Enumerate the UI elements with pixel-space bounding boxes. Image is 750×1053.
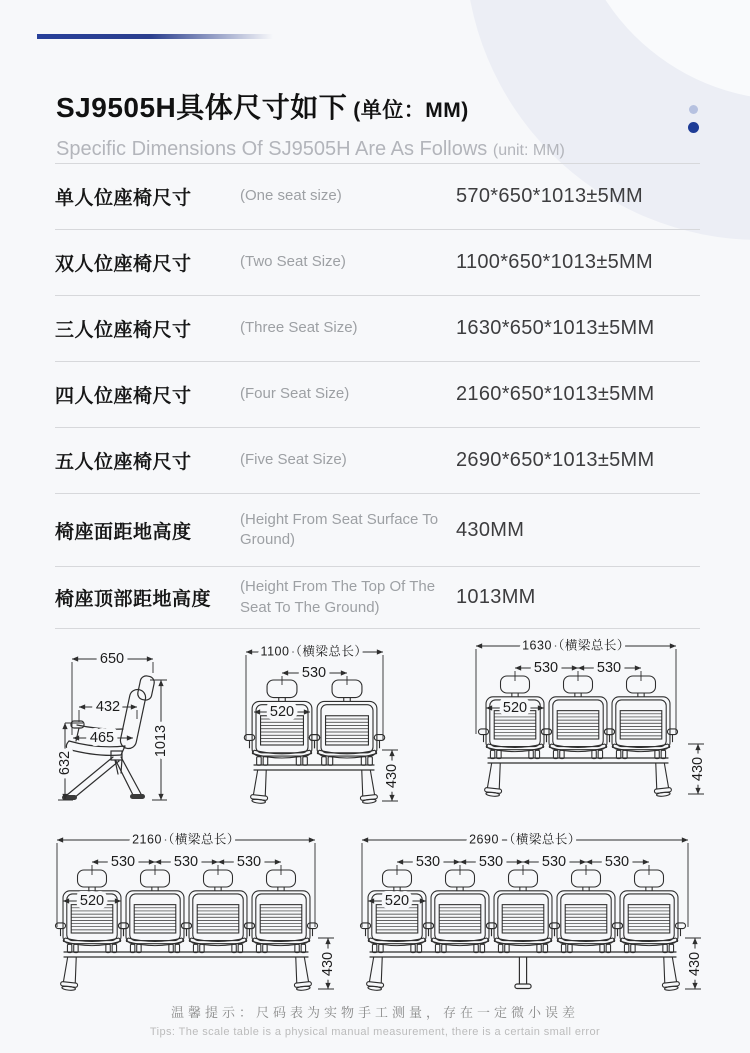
dim-label-seat-pitch: 530 xyxy=(478,853,504,870)
spec-value: 1100*650*1013±5MM xyxy=(456,251,653,273)
dimension-table xyxy=(55,163,700,629)
spec-label-zh: 四人位座椅尺寸 xyxy=(55,386,192,407)
spec-value: 570*650*1013±5MM xyxy=(456,185,644,207)
accent-line xyxy=(37,34,273,39)
spec-label-en: (Height From The Top Of The Seat To The Ground) xyxy=(240,578,436,616)
diagram-side-view xyxy=(55,645,190,817)
dimension-lines xyxy=(57,651,169,800)
table-row xyxy=(55,230,700,296)
spec-label-en: (Four Seat Size) xyxy=(240,385,350,403)
spec-label-zh: 双人位座椅尺寸 xyxy=(55,254,192,275)
spec-label-zh: 单人位座椅尺寸 xyxy=(55,188,192,209)
dimension-lines xyxy=(362,831,703,989)
spec-label-en: (Height From Seat Surface To Ground) xyxy=(240,510,439,548)
spec-label-en: (Three Seat Size) xyxy=(240,319,358,337)
diagram-three-seat xyxy=(450,634,730,806)
page-subtitle-unit: (unit: MM) xyxy=(492,142,565,159)
dim-label-seat-pitch: 530 xyxy=(533,659,559,676)
dim-label-beam-length: 2160（横梁总长） xyxy=(132,832,240,847)
dim-label-back-width: 520 xyxy=(384,892,410,909)
spec-value: 1630*650*1013±5MM xyxy=(456,317,655,339)
table-row xyxy=(55,494,700,567)
tip-text-en: Tips: The scale table is a physical manual measurement, there is a certain small error xyxy=(149,1026,601,1038)
spec-value: 2160*650*1013±5MM xyxy=(456,383,655,405)
dim-label-back-width: 520 xyxy=(79,892,105,909)
dim-label-seat-pitch: 530 xyxy=(541,853,567,870)
table-row xyxy=(55,567,700,629)
deco-dot-dark xyxy=(688,122,699,133)
bench-drawing xyxy=(478,676,677,797)
dim-label-seat-height: 430 xyxy=(319,951,336,977)
table-row xyxy=(55,164,700,230)
header xyxy=(56,86,565,161)
page-title xyxy=(56,86,565,126)
dim-label-overall-height: 1013 xyxy=(152,724,169,758)
dimension-lines xyxy=(57,831,336,989)
page-title-zh: SJ9505H具体尺寸如下 xyxy=(56,92,348,123)
spec-label-en: (Two Seat Size) xyxy=(240,253,346,271)
deco-dot-light xyxy=(689,105,698,114)
dim-label-seat-pitch: 530 xyxy=(236,853,262,870)
spec-label-zh: 椅座顶部距地高度 xyxy=(55,589,212,610)
dim-label-back-width: 520 xyxy=(502,699,528,716)
table-row xyxy=(55,362,700,428)
spec-label-zh: 五人位座椅尺寸 xyxy=(55,452,192,473)
bench-drawing xyxy=(360,870,685,991)
spec-value: 430MM xyxy=(456,518,525,541)
dim-label-seat-pitch: 530 xyxy=(110,853,136,870)
diagram-two-seat xyxy=(240,640,410,810)
dim-label-seat-depth: 465 xyxy=(89,729,115,746)
spec-value: 1013MM xyxy=(456,586,536,608)
page-title-unit: (单位：MM) xyxy=(353,99,469,122)
table-row xyxy=(55,428,700,494)
tip-text-zh: 温馨提示：尺码表为实物手工测量，存在一定微小误差 xyxy=(170,1005,579,1020)
dim-label-beam-length: 1630（横梁总长） xyxy=(522,638,630,653)
diagram-four-seat xyxy=(40,832,340,1000)
dimension-lines xyxy=(476,637,706,794)
dim-label-overall-depth: 650 xyxy=(99,650,125,667)
bench-drawing xyxy=(55,870,317,991)
dim-label-beam-length: 1100（横梁总长） xyxy=(260,644,368,659)
dim-label-seat-front-height: 632 xyxy=(56,750,73,776)
dim-label-seat-height: 430 xyxy=(686,951,703,977)
dim-label-back-width: 432 xyxy=(95,698,121,715)
table-row xyxy=(55,296,700,362)
footer-note xyxy=(0,1002,750,1038)
dim-label-seat-pitch: 530 xyxy=(301,664,327,681)
spec-label-en: (One seat size) xyxy=(240,187,342,205)
spec-label-zh: 三人位座椅尺寸 xyxy=(55,320,192,341)
diagram-five-seat xyxy=(358,832,706,1000)
dim-label-seat-pitch: 530 xyxy=(596,659,622,676)
page-subtitle xyxy=(56,138,565,161)
dim-label-seat-pitch: 530 xyxy=(604,853,630,870)
dim-label-seat-height: 430 xyxy=(383,763,400,789)
dim-label-seat-pitch: 530 xyxy=(173,853,199,870)
dim-label-back-width: 520 xyxy=(269,703,295,720)
bench-drawing xyxy=(244,680,384,804)
page-subtitle-en: Specific Dimensions Of SJ9505H Are As Follows xyxy=(56,138,488,160)
dim-label-beam-length: 2690 （横梁总长） xyxy=(469,832,581,847)
spec-label-zh: 椅座面距地高度 xyxy=(55,521,192,543)
dim-label-seat-pitch: 530 xyxy=(415,853,441,870)
dim-label-seat-height: 430 xyxy=(689,756,706,782)
spec-value: 2690*650*1013±5MM xyxy=(456,449,655,471)
spec-label-en: (Five Seat Size) xyxy=(240,451,347,469)
